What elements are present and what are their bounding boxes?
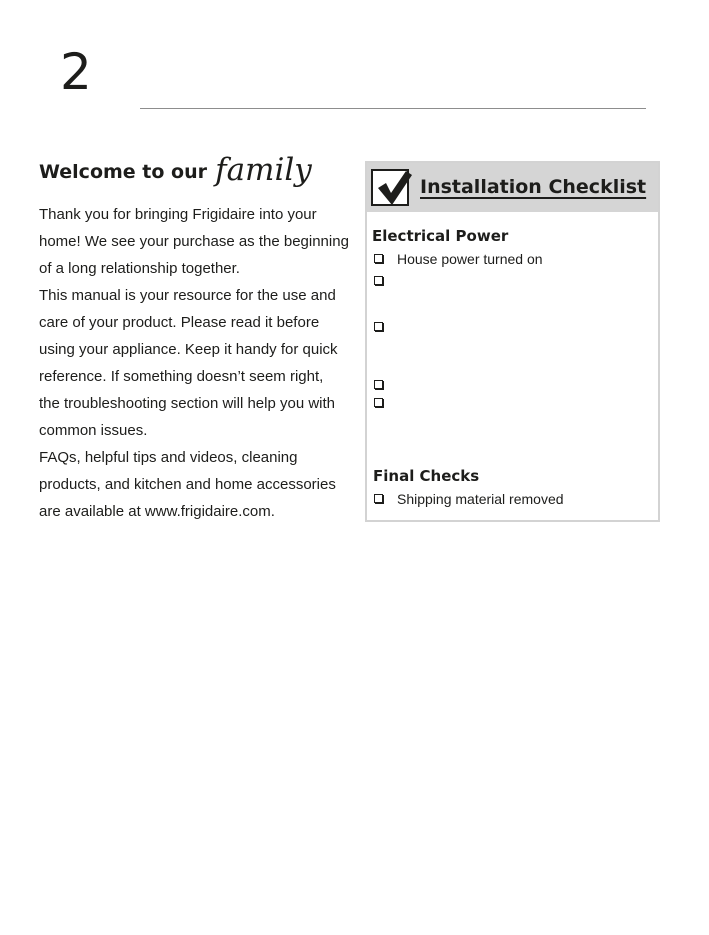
intro-line: This manual is your resource for the use and <box>39 287 336 304</box>
checkbox[interactable] <box>374 254 383 263</box>
intro-line: the troubleshooting section will help you with <box>39 395 336 412</box>
header-rule <box>140 108 646 109</box>
intro-line: care of your product. Please read it before <box>39 314 320 331</box>
welcome-heading-text: Welcome to our <box>39 161 207 183</box>
checkbox[interactable] <box>374 276 383 285</box>
section-heading-electrical-power: Electrical Power <box>372 227 509 245</box>
intro-line: of a long relationship together. <box>39 260 240 277</box>
checklist-header <box>367 163 658 212</box>
page-number: 2 <box>60 43 92 101</box>
installation-checklist-box <box>365 161 660 522</box>
intro-line: reference. If something doesn’t seem right, <box>39 368 324 385</box>
intro-line: Thank you for bringing Frigidaire into your <box>39 206 317 223</box>
section-heading-final-checks: Final Checks <box>373 467 480 485</box>
intro-line: common issues. <box>39 422 148 439</box>
intro-line: home! We see your purchase as the beginning <box>39 233 349 250</box>
welcome-heading <box>39 150 312 186</box>
intro-line: products, and kitchen and home accessories <box>39 476 336 493</box>
intro-line: are available at www.frigidaire.com. <box>39 503 275 520</box>
checklist-title: Installation Checklist <box>420 176 647 198</box>
checkbox[interactable] <box>374 494 383 503</box>
intro-paragraph <box>39 201 359 525</box>
checkbox[interactable] <box>374 398 383 407</box>
checkmark-icon <box>371 169 409 206</box>
intro-line: FAQs, helpful tips and videos, cleaning <box>39 449 298 466</box>
welcome-heading-script: family <box>215 152 312 188</box>
checklist-item-label: House power turned on <box>397 251 543 267</box>
intro-line: using your appliance. Keep it handy for quick <box>39 341 338 358</box>
checkbox[interactable] <box>374 380 383 389</box>
checklist-item-label: Shipping material removed <box>397 491 564 507</box>
checkbox[interactable] <box>374 322 383 331</box>
